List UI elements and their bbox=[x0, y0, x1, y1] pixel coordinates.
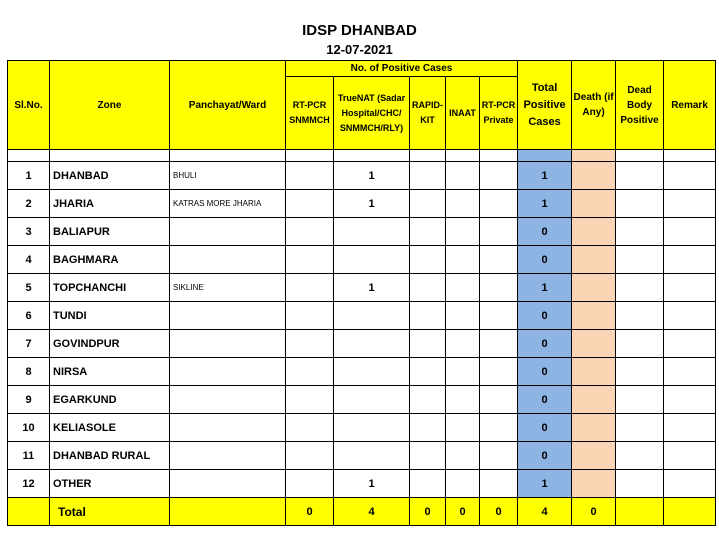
totals-rapid-kit: 0 bbox=[410, 498, 446, 526]
row-rtpcr-snmmch bbox=[286, 246, 334, 274]
table-row bbox=[8, 414, 716, 442]
row-total-positive: 0 bbox=[518, 442, 572, 470]
row-inaat bbox=[446, 218, 480, 246]
row-remark bbox=[664, 218, 716, 246]
row-rapid-kit bbox=[410, 470, 446, 498]
row-dead-body bbox=[616, 190, 664, 218]
row-rtpcr-private bbox=[480, 274, 518, 302]
row-total-positive: 0 bbox=[518, 218, 572, 246]
totals-truenat: 4 bbox=[334, 498, 410, 526]
row-zone: KELIASOLE bbox=[50, 414, 170, 442]
header-remark: Remark bbox=[664, 61, 716, 150]
row-slno: 12 bbox=[8, 470, 50, 498]
table-row bbox=[8, 358, 716, 386]
row-inaat bbox=[446, 190, 480, 218]
header-zone: Zone bbox=[50, 61, 170, 150]
row-rtpcr-private bbox=[480, 218, 518, 246]
row-total-positive: 1 bbox=[518, 190, 572, 218]
row-slno: 10 bbox=[8, 414, 50, 442]
header-dead-body: Dead Body Positive bbox=[616, 61, 664, 150]
row-rapid-kit bbox=[410, 358, 446, 386]
row-slno: 9 bbox=[8, 386, 50, 414]
row-dead-body bbox=[616, 246, 664, 274]
row-rtpcr-private bbox=[480, 302, 518, 330]
row-remark bbox=[664, 190, 716, 218]
row-zone: GOVINDPUR bbox=[50, 330, 170, 358]
row-rtpcr-snmmch bbox=[286, 442, 334, 470]
row-rtpcr-snmmch bbox=[286, 470, 334, 498]
row-rapid-kit bbox=[410, 302, 446, 330]
row-remark bbox=[664, 330, 716, 358]
report-date: 12-07-2021 bbox=[326, 42, 393, 57]
row-slno: 6 bbox=[8, 302, 50, 330]
row-rtpcr-snmmch bbox=[286, 190, 334, 218]
row-slno: 11 bbox=[8, 442, 50, 470]
row-slno: 7 bbox=[8, 330, 50, 358]
row-rtpcr-private bbox=[480, 358, 518, 386]
row-ward bbox=[170, 218, 286, 246]
row-death bbox=[572, 274, 616, 302]
row-death bbox=[572, 162, 616, 190]
row-rtpcr-private bbox=[480, 386, 518, 414]
row-slno: 1 bbox=[8, 162, 50, 190]
row-remark bbox=[664, 274, 716, 302]
row-ward bbox=[170, 246, 286, 274]
row-slno: 3 bbox=[8, 218, 50, 246]
totals-dead-body bbox=[616, 498, 664, 526]
row-dead-body bbox=[616, 218, 664, 246]
row-truenat bbox=[334, 358, 410, 386]
row-inaat bbox=[446, 274, 480, 302]
row-death bbox=[572, 302, 616, 330]
row-truenat: 1 bbox=[334, 190, 410, 218]
row-rtpcr-snmmch bbox=[286, 330, 334, 358]
row-dead-body bbox=[616, 386, 664, 414]
row-zone: TOPCHANCHI bbox=[50, 274, 170, 302]
row-rtpcr-snmmch bbox=[286, 218, 334, 246]
row-dead-body bbox=[616, 442, 664, 470]
row-slno: 5 bbox=[8, 274, 50, 302]
table-row bbox=[8, 386, 716, 414]
row-slno: 8 bbox=[8, 358, 50, 386]
row-remark bbox=[664, 302, 716, 330]
row-rapid-kit bbox=[410, 386, 446, 414]
row-rtpcr-private bbox=[480, 470, 518, 498]
header-total-positive: Total Positive Cases bbox=[518, 61, 572, 150]
row-rapid-kit bbox=[410, 442, 446, 470]
row-zone: BAGHMARA bbox=[50, 246, 170, 274]
row-slno: 2 bbox=[8, 190, 50, 218]
row-truenat: 1 bbox=[334, 274, 410, 302]
totals-label: Total bbox=[50, 498, 170, 526]
row-rtpcr-private bbox=[480, 246, 518, 274]
row-ward bbox=[170, 386, 286, 414]
row-rapid-kit bbox=[410, 274, 446, 302]
row-ward bbox=[170, 302, 286, 330]
row-remark bbox=[664, 386, 716, 414]
row-truenat bbox=[334, 302, 410, 330]
row-truenat bbox=[334, 246, 410, 274]
row-ward: SIKLINE bbox=[170, 274, 286, 302]
row-death bbox=[572, 246, 616, 274]
row-dead-body bbox=[616, 162, 664, 190]
row-ward bbox=[170, 358, 286, 386]
row-truenat bbox=[334, 330, 410, 358]
row-inaat bbox=[446, 442, 480, 470]
row-inaat bbox=[446, 246, 480, 274]
row-rtpcr-private bbox=[480, 442, 518, 470]
row-death bbox=[572, 414, 616, 442]
totals-total: 4 bbox=[518, 498, 572, 526]
totals-inaat: 0 bbox=[446, 498, 480, 526]
row-truenat bbox=[334, 414, 410, 442]
table-row bbox=[8, 218, 716, 246]
header-truenat: TrueNAT (Sadar Hospital/CHC/ SNMMCH/RLY) bbox=[334, 77, 410, 150]
table-row bbox=[8, 330, 716, 358]
row-zone: NIRSA bbox=[50, 358, 170, 386]
row-dead-body bbox=[616, 302, 664, 330]
row-ward bbox=[170, 470, 286, 498]
row-truenat: 1 bbox=[334, 162, 410, 190]
header-rapid-kit: RAPID-KIT bbox=[410, 77, 446, 150]
row-rtpcr-snmmch bbox=[286, 274, 334, 302]
row-ward bbox=[170, 330, 286, 358]
table-row bbox=[8, 302, 716, 330]
row-rtpcr-snmmch bbox=[286, 414, 334, 442]
row-rapid-kit bbox=[410, 246, 446, 274]
row-dead-body bbox=[616, 414, 664, 442]
row-slno: 4 bbox=[8, 246, 50, 274]
positive-cases-table bbox=[7, 60, 716, 526]
header-positive-group: No. of Positive Cases bbox=[286, 61, 518, 77]
table-row bbox=[8, 274, 716, 302]
row-rtpcr-private bbox=[480, 414, 518, 442]
table-row bbox=[8, 162, 716, 190]
row-inaat bbox=[446, 358, 480, 386]
row-inaat bbox=[446, 162, 480, 190]
table-row bbox=[8, 246, 716, 274]
row-rapid-kit bbox=[410, 190, 446, 218]
totals-death: 0 bbox=[572, 498, 616, 526]
row-inaat bbox=[446, 386, 480, 414]
row-total-positive: 0 bbox=[518, 246, 572, 274]
header-rtpcr-private: RT-PCR Private bbox=[480, 77, 518, 150]
row-rtpcr-snmmch bbox=[286, 302, 334, 330]
row-death bbox=[572, 442, 616, 470]
header-inaat: INAAT bbox=[446, 77, 480, 150]
table-row bbox=[8, 442, 716, 470]
row-rtpcr-private bbox=[480, 330, 518, 358]
header-rtpcr-snmmch: RT-PCR SNMMCH bbox=[286, 77, 334, 150]
row-death bbox=[572, 330, 616, 358]
row-zone: OTHER bbox=[50, 470, 170, 498]
row-rtpcr-private bbox=[480, 190, 518, 218]
row-death bbox=[572, 190, 616, 218]
row-ward bbox=[170, 414, 286, 442]
row-total-positive: 1 bbox=[518, 162, 572, 190]
header-ward: Panchayat/Ward bbox=[170, 61, 286, 150]
row-zone: EGARKUND bbox=[50, 386, 170, 414]
row-remark bbox=[664, 162, 716, 190]
row-zone: JHARIA bbox=[50, 190, 170, 218]
row-ward bbox=[170, 442, 286, 470]
row-total-positive: 1 bbox=[518, 274, 572, 302]
row-total-positive: 0 bbox=[518, 358, 572, 386]
row-rapid-kit bbox=[410, 218, 446, 246]
header-slno: Sl.No. bbox=[8, 61, 50, 150]
totals-row bbox=[8, 498, 716, 526]
row-death bbox=[572, 218, 616, 246]
totals-remark bbox=[664, 498, 716, 526]
row-total-positive: 1 bbox=[518, 470, 572, 498]
page-title: IDSP DHANBAD bbox=[302, 22, 417, 39]
row-dead-body bbox=[616, 330, 664, 358]
row-remark bbox=[664, 470, 716, 498]
row-death bbox=[572, 386, 616, 414]
row-death bbox=[572, 358, 616, 386]
row-zone: DHANBAD RURAL bbox=[50, 442, 170, 470]
row-zone: BALIAPUR bbox=[50, 218, 170, 246]
row-rtpcr-snmmch bbox=[286, 358, 334, 386]
row-death bbox=[572, 470, 616, 498]
table-row bbox=[8, 470, 716, 498]
row-inaat bbox=[446, 330, 480, 358]
totals-rtpcr-private: 0 bbox=[480, 498, 518, 526]
row-rtpcr-snmmch bbox=[286, 386, 334, 414]
row-inaat bbox=[446, 470, 480, 498]
row-zone: DHANBAD bbox=[50, 162, 170, 190]
row-rtpcr-snmmch bbox=[286, 162, 334, 190]
row-rapid-kit bbox=[410, 330, 446, 358]
row-rtpcr-private bbox=[480, 162, 518, 190]
row-remark bbox=[664, 246, 716, 274]
row-dead-body bbox=[616, 274, 664, 302]
row-zone: TUNDI bbox=[50, 302, 170, 330]
row-remark bbox=[664, 414, 716, 442]
row-remark bbox=[664, 358, 716, 386]
row-rapid-kit bbox=[410, 414, 446, 442]
row-inaat bbox=[446, 302, 480, 330]
row-ward: KATRAS MORE JHARIA bbox=[170, 190, 286, 218]
row-remark bbox=[664, 442, 716, 470]
row-truenat bbox=[334, 386, 410, 414]
totals-rtpcr-snmmch: 0 bbox=[286, 498, 334, 526]
row-dead-body bbox=[616, 358, 664, 386]
row-total-positive: 0 bbox=[518, 302, 572, 330]
row-inaat bbox=[446, 414, 480, 442]
row-ward: BHULI bbox=[170, 162, 286, 190]
row-truenat: 1 bbox=[334, 470, 410, 498]
row-truenat bbox=[334, 218, 410, 246]
row-dead-body bbox=[616, 470, 664, 498]
row-total-positive: 0 bbox=[518, 386, 572, 414]
row-rapid-kit bbox=[410, 162, 446, 190]
row-total-positive: 0 bbox=[518, 414, 572, 442]
row-total-positive: 0 bbox=[518, 330, 572, 358]
row-truenat bbox=[334, 442, 410, 470]
table-row bbox=[8, 190, 716, 218]
header-death: Death (if Any) bbox=[572, 61, 616, 150]
